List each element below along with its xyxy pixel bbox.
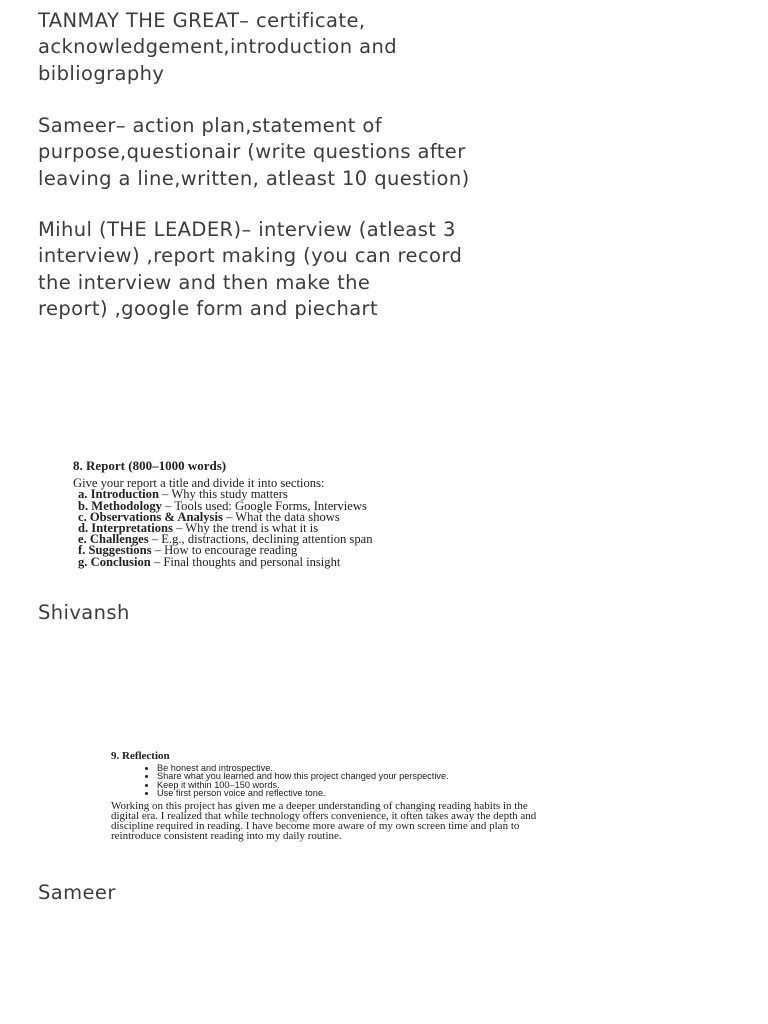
paragraph-line: reintroduce consistent reading into my daily routine. [111, 829, 342, 842]
note-line: the interview and then make the [38, 270, 371, 294]
note-mihul [38, 217, 738, 323]
paragraph-line: discipline required in reading. I have become more aware of my own screen time and plan to [111, 819, 520, 832]
paragraph-line: Working on this project has given me a deeper understanding of changing reading habits in the [111, 800, 528, 813]
note-line: Shivansh [38, 601, 130, 624]
note-line: interview) ,report making (you can record [38, 244, 463, 268]
note-line: leaving a line,written, atleast 10 question) [38, 166, 470, 190]
note-line: purpose,questionair (write questions after [38, 140, 466, 164]
note-sameer [38, 113, 738, 192]
note-line: report) ,google form and piechart [38, 297, 379, 321]
reflection-excerpt [111, 752, 731, 842]
note-sameer-2 [38, 880, 738, 906]
list-item: • Share what you learned and how this project changed your perspective. [157, 772, 731, 781]
paragraph-line: digital era. I realized that while technology offers convenience, it often takes away the depth and [111, 809, 537, 822]
report-intro: Give your report a title and divide it into sections: [73, 476, 325, 491]
report-section: a. Introduction – Why this study matters [78, 487, 288, 502]
note-line: bibliography [38, 61, 165, 85]
note-line: Sameer– action plan,statement of [38, 114, 382, 137]
note-line: acknowledgement,introduction and [38, 35, 398, 59]
list-item: • Be honest and introspective. [157, 764, 731, 773]
reflection-bullets [111, 764, 731, 798]
report-section: d. Interpretations – Why the trend is what it is [78, 521, 319, 536]
report-excerpt [73, 460, 543, 568]
report-sections [73, 489, 543, 567]
report-heading: 8. Report (800–1000 words) [73, 458, 227, 473]
note-line: Mihul (THE LEADER)– interview (atleast 3 [38, 218, 456, 241]
report-section: c. Observations & Analysis – What the data shows [78, 509, 340, 524]
report-section: f. Suggestions – How to encourage reading [78, 543, 298, 558]
note-line: Sameer [38, 881, 116, 904]
note-shivansh [38, 600, 738, 626]
list-item: • Use first person voice and reflective tone. [157, 789, 731, 798]
report-section: e. Challenges – E.g., distractions, declining attention span [78, 532, 373, 547]
reflection-paragraph [111, 802, 731, 842]
note-tanmay [38, 8, 738, 87]
list-item: • Keep it within 100–150 words. [157, 781, 731, 790]
reflection-heading: 9. Reflection [111, 750, 170, 762]
report-section: g. Conclusion – Final thoughts and personal insight [78, 554, 341, 569]
report-section: b. Methodology – Tools used: Google Forms, Interviews [78, 498, 367, 513]
note-line: TANMAY THE GREAT– certificate, [38, 9, 366, 32]
